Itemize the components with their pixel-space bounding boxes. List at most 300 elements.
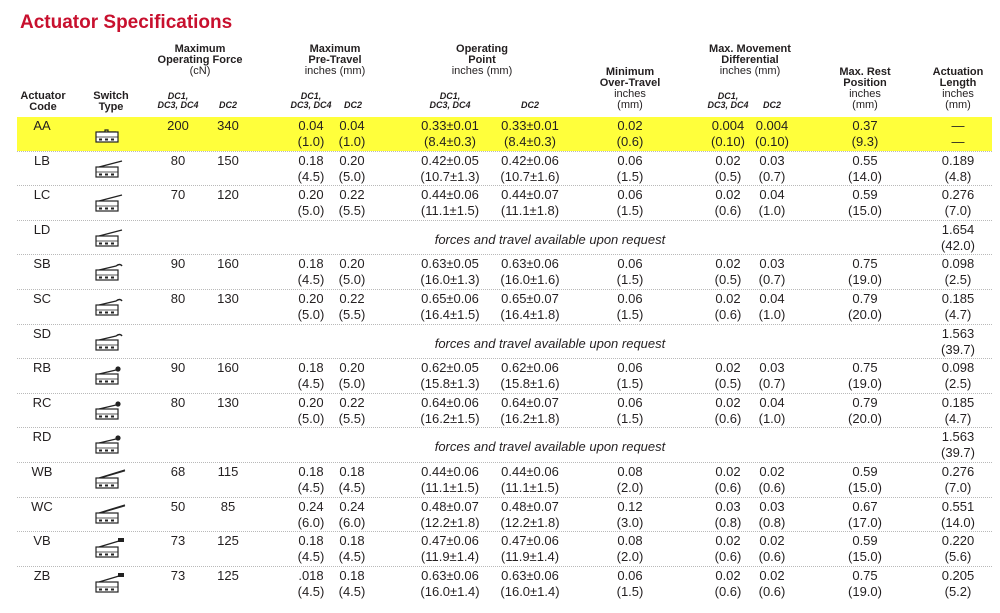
op-point-dc1-mm: (16.4±1.5) — [420, 307, 480, 322]
header-text: Actuator — [20, 90, 66, 102]
op-point-dc1 — [410, 395, 490, 427]
request-note: forces and travel available upon request — [434, 231, 666, 247]
op-point-dc2 — [490, 395, 570, 427]
pretravel-dc1 — [283, 499, 339, 531]
actuation-length-inches: 0.276 — [941, 187, 975, 203]
header-operating-point — [427, 44, 537, 77]
movement-dc2-mm: (0.6) — [758, 549, 786, 565]
actuation-length — [928, 464, 988, 496]
request-note: forces and travel available upon request — [434, 439, 666, 455]
actuation-length-inches: 0.098 — [941, 360, 975, 376]
overtravel — [600, 360, 660, 392]
force-dc1: 80 — [170, 394, 186, 410]
actuator-code: SB — [33, 256, 51, 272]
op-point-dc2-mm: (11.1±1.8) — [500, 203, 560, 219]
header-actuation-length — [920, 67, 996, 111]
header-text: Pre-Travel — [308, 54, 362, 66]
actuation-length-inches: 0.220 — [941, 533, 975, 549]
force-dc2: 125 — [217, 533, 239, 549]
overtravel — [600, 464, 660, 496]
row-divider — [17, 566, 992, 567]
subheader-dc1: DC1, DC3, DC4 — [157, 91, 199, 110]
op-point-dc2-mm: (11.9±1.4) — [500, 549, 560, 565]
actuation-length — [928, 429, 988, 461]
rest-position — [835, 533, 895, 565]
rest-position-mm: (17.0) — [848, 514, 882, 530]
header-text: Point — [468, 54, 496, 66]
row-divider — [17, 254, 992, 255]
movement-dc1-inches: 0.02 — [715, 291, 741, 306]
movement-dc1 — [700, 360, 756, 392]
plunger-switch-icon — [92, 123, 126, 145]
roller-switch-icon — [92, 365, 126, 387]
header-text: Differential — [721, 54, 779, 66]
header-overtravel — [580, 67, 680, 111]
movement-dc1-inches: 0.02 — [715, 567, 741, 583]
header-unit: inches — [942, 88, 974, 100]
op-point-dc1-inches: 0.48±0.07 — [421, 498, 479, 514]
op-point-dc1-inches: 0.47±0.06 — [421, 533, 479, 549]
row-divider — [17, 531, 992, 532]
pretravel-dc1 — [283, 256, 339, 288]
movement-dc2-inches: 0.04 — [759, 394, 785, 410]
op-point-dc1 — [410, 499, 490, 531]
pretravel-dc2-inches: 0.18 — [339, 533, 365, 549]
actuator-code: SD — [32, 325, 52, 341]
pretravel-dc2-mm: (4.5) — [338, 549, 366, 565]
op-point-dc2 — [490, 291, 570, 323]
op-point-dc1 — [410, 187, 490, 219]
force-dc1: 90 — [170, 360, 186, 376]
wire-lever-switch-icon — [92, 504, 126, 526]
op-point-dc2-mm: (8.4±0.3) — [504, 134, 556, 149]
rest-position-inches: 0.37 — [852, 118, 878, 133]
header-text: Max. Rest — [839, 66, 891, 78]
actuation-length — [928, 222, 988, 254]
pretravel-dc2-mm: (5.0) — [338, 272, 366, 288]
actuation-length-mm: (4.7) — [944, 307, 972, 322]
rest-position — [835, 499, 895, 531]
overtravel-mm: (2.0) — [616, 480, 644, 495]
movement-dc2-mm: (0.7) — [758, 272, 786, 288]
row-divider — [17, 462, 992, 463]
actuation-length-inches: — — [951, 118, 965, 133]
actuator-code: AA — [33, 118, 51, 133]
actuation-length — [928, 153, 988, 185]
op-point-dc2-inches: 0.64±0.07 — [501, 394, 559, 410]
header-unit: (mm) — [617, 99, 643, 111]
overtravel-inches: 0.06 — [617, 152, 643, 168]
op-point-dc2-inches: 0.44±0.06 — [501, 464, 559, 479]
force-dc2: 115 — [217, 464, 239, 479]
actuation-length-mm: (2.5) — [944, 376, 972, 392]
header-unit: inches (mm) — [304, 65, 366, 77]
force-dc1: 68 — [170, 464, 186, 479]
overtravel-inches: 0.06 — [617, 360, 643, 376]
movement-dc1 — [700, 291, 756, 323]
overtravel — [600, 187, 660, 219]
overtravel-mm: (1.5) — [616, 410, 644, 426]
pretravel-dc1-inches: 0.18 — [298, 360, 324, 376]
rest-position — [835, 153, 895, 185]
pretravel-dc1 — [283, 533, 339, 565]
force-dc2: 130 — [217, 394, 239, 410]
op-point-dc2-inches: 0.62±0.06 — [501, 360, 559, 376]
row-divider — [17, 151, 992, 152]
actuation-length-mm: (5.6) — [944, 549, 972, 565]
actuator-code: LB — [34, 152, 50, 168]
actuation-length-inches: 1.563 — [941, 325, 975, 341]
pretravel-dc1 — [283, 568, 339, 600]
pretravel-dc1-mm: (6.0) — [297, 514, 325, 530]
force-dc1: 90 — [170, 256, 186, 272]
actuation-length-inches: 1.563 — [941, 429, 975, 445]
subheader-dc2: DC2 — [520, 100, 539, 110]
movement-dc2-mm: (0.8) — [758, 514, 786, 530]
actuator-code: LC — [33, 187, 51, 203]
movement-dc2-inches: 0.02 — [759, 464, 785, 479]
roller-switch-icon — [92, 434, 126, 456]
movement-dc1 — [700, 464, 756, 496]
rest-position-inches: 0.59 — [852, 533, 878, 549]
movement-dc1-mm: (0.5) — [714, 272, 742, 288]
actuation-length-mm: (7.0) — [944, 480, 972, 495]
pretravel-dc2 — [336, 360, 368, 392]
movement-dc1-mm: (0.8) — [714, 514, 742, 530]
rest-position-inches: 0.55 — [852, 152, 878, 168]
force-dc2: 130 — [217, 291, 239, 306]
overtravel-mm: (1.5) — [616, 583, 644, 599]
movement-dc1-mm: (0.6) — [714, 583, 742, 599]
op-point-dc1 — [410, 360, 490, 392]
actuation-length-mm: (4.8) — [944, 168, 972, 184]
overtravel-inches: 0.06 — [617, 291, 643, 306]
movement-dc2 — [752, 464, 792, 496]
overtravel-inches: 0.06 — [617, 256, 643, 272]
op-point-dc2-mm: (16.4±1.8) — [500, 307, 560, 322]
force-dc2: 160 — [217, 256, 239, 272]
movement-dc2 — [752, 187, 792, 219]
pretravel-dc2-mm: (5.5) — [338, 410, 366, 426]
rest-position — [835, 360, 895, 392]
rest-position-mm: (9.3) — [851, 134, 879, 149]
movement-dc2 — [752, 118, 792, 150]
op-point-dc2-mm: (16.0±1.4) — [500, 583, 560, 599]
overtravel-inches: 0.12 — [617, 498, 643, 514]
pretravel-dc2-mm: (1.0) — [338, 134, 366, 149]
movement-dc1-mm: (0.6) — [714, 480, 742, 495]
row-divider — [17, 220, 992, 221]
pretravel-dc2-mm: (4.5) — [338, 480, 366, 495]
actuator-code: RD — [32, 429, 52, 445]
row-divider — [17, 427, 992, 428]
movement-dc2 — [752, 499, 792, 531]
op-point-dc2 — [490, 499, 570, 531]
header-unit: (cN) — [189, 65, 211, 77]
movement-dc2-inches: 0.03 — [759, 498, 785, 514]
rest-position-mm: (19.0) — [848, 583, 882, 599]
pretravel-dc2 — [336, 153, 368, 185]
op-point-dc2-inches: 0.63±0.06 — [501, 256, 559, 272]
pretravel-dc2-mm: (5.5) — [338, 307, 366, 322]
pretravel-dc1-inches: 0.24 — [298, 498, 324, 514]
pretravel-dc1-mm: (1.0) — [297, 134, 325, 149]
actuation-length-mm: (39.7) — [941, 445, 975, 461]
rest-position — [835, 395, 895, 427]
subheader-dc1: DC1, DC3, DC4 — [290, 91, 332, 110]
pretravel-dc1-inches: 0.18 — [298, 533, 324, 549]
movement-dc1-mm: (0.6) — [714, 203, 742, 219]
pretravel-dc1-inches: 0.04 — [298, 118, 324, 133]
op-point-dc1 — [410, 464, 490, 496]
actuation-length — [928, 533, 988, 565]
op-point-dc2 — [490, 187, 570, 219]
rest-position — [835, 291, 895, 323]
movement-dc2-inches: 0.04 — [759, 291, 785, 306]
pretravel-dc1 — [283, 395, 339, 427]
movement-dc1 — [700, 256, 756, 288]
movement-dc2-mm: (1.0) — [758, 410, 786, 426]
force-dc1: 70 — [170, 187, 186, 203]
movement-dc2-mm: (0.10) — [755, 134, 789, 149]
actuator-code: WB — [31, 464, 53, 479]
movement-dc1-mm: (0.10) — [711, 134, 745, 149]
movement-dc1-mm: (0.6) — [714, 410, 742, 426]
header-text: Code — [29, 101, 57, 113]
op-point-dc1-mm: (10.7±1.3) — [420, 168, 480, 184]
pretravel-dc2-inches: 0.22 — [339, 291, 365, 306]
movement-dc2 — [752, 395, 792, 427]
header-unit: (mm) — [945, 99, 971, 111]
movement-dc1-mm: (0.6) — [714, 307, 742, 322]
op-point-dc2 — [490, 533, 570, 565]
overtravel — [600, 291, 660, 323]
op-point-dc1-inches: 0.44±0.06 — [421, 187, 479, 203]
pretravel-dc2-inches: 0.04 — [339, 118, 365, 133]
subheader-dc2: DC2 — [218, 100, 237, 110]
op-point-dc1-inches: 0.64±0.06 — [421, 394, 479, 410]
pretravel-dc2 — [336, 464, 368, 496]
pretravel-dc1-inches: 0.20 — [298, 187, 324, 203]
rest-position-inches: 0.79 — [852, 394, 878, 410]
force-dc2: 340 — [217, 118, 239, 133]
op-point-dc2-mm: (16.2±1.8) — [500, 410, 560, 426]
overtravel — [600, 499, 660, 531]
op-point-dc2 — [490, 568, 570, 600]
roller-switch-icon — [92, 400, 126, 422]
actuation-length — [928, 291, 988, 323]
pretravel-dc2 — [336, 187, 368, 219]
pretravel-dc2 — [336, 256, 368, 288]
roller-lever-switch-icon — [92, 538, 126, 560]
pretravel-dc1 — [283, 360, 339, 392]
op-point-dc1-mm: (16.2±1.5) — [420, 410, 480, 426]
header-text: Type — [98, 101, 124, 113]
op-point-dc1-mm: (16.0±1.3) — [420, 272, 480, 288]
movement-dc1-inches: 0.02 — [715, 464, 741, 479]
op-point-dc1-mm: (8.4±0.3) — [424, 134, 476, 149]
pretravel-dc1-mm: (4.5) — [297, 583, 325, 599]
rest-position-mm: (15.0) — [848, 480, 882, 495]
pretravel-dc2 — [336, 118, 368, 150]
pretravel-dc1-mm: (4.5) — [297, 549, 325, 565]
header-text: Length — [939, 77, 977, 89]
actuation-length-inches: 0.189 — [941, 152, 975, 168]
header-text: Max. Movement — [709, 43, 791, 55]
pretravel-dc1-mm: (4.5) — [297, 272, 325, 288]
actuator-code: LD — [33, 221, 51, 237]
pretravel-dc2 — [336, 395, 368, 427]
header-pretravel — [280, 44, 390, 77]
pretravel-dc1 — [283, 464, 339, 496]
lever-switch-icon — [92, 158, 126, 180]
actuation-length-mm: — — [951, 134, 965, 149]
actuation-length — [928, 187, 988, 219]
header-unit: (mm) — [852, 99, 878, 111]
pretravel-dc2-inches: 0.22 — [339, 187, 365, 203]
movement-dc1-inches: 0.02 — [715, 394, 741, 410]
movement-dc1-inches: 0.02 — [715, 152, 741, 168]
actuation-length-mm: (39.7) — [941, 341, 975, 357]
row-divider — [17, 289, 992, 290]
rest-position-inches: 0.59 — [852, 187, 878, 203]
op-point-dc2-inches: 0.65±0.07 — [501, 291, 559, 306]
overtravel — [600, 118, 660, 150]
header-text: Maximum — [309, 43, 361, 55]
rest-position-mm: (19.0) — [848, 376, 882, 392]
pretravel-dc2-inches: 0.20 — [339, 152, 365, 168]
rest-position-inches: 0.67 — [852, 498, 878, 514]
header-text: Maximum — [174, 43, 226, 55]
pretravel-dc2-inches: 0.20 — [339, 256, 365, 272]
op-point-dc2 — [490, 464, 570, 496]
op-point-dc2-inches: 0.42±0.06 — [501, 152, 559, 168]
op-point-dc2-inches: 0.47±0.06 — [501, 533, 559, 549]
rest-position-mm: (14.0) — [848, 168, 882, 184]
pretravel-dc1-inches: 0.18 — [298, 152, 324, 168]
actuator-code: RC — [32, 394, 52, 410]
pretravel-dc2-mm: (4.5) — [338, 583, 366, 599]
actuation-length — [928, 118, 988, 150]
op-point-dc1-mm: (16.0±1.4) — [420, 583, 480, 599]
header-actuator-code — [18, 91, 68, 113]
actuator-code: RB — [32, 360, 52, 376]
op-point-dc1-inches: 0.33±0.01 — [421, 118, 479, 133]
pretravel-dc1-inches: 0.20 — [298, 394, 324, 410]
actuation-length-mm: (4.7) — [944, 410, 972, 426]
movement-dc2-inches: 0.004 — [755, 118, 789, 133]
movement-dc2-inches: 0.02 — [759, 567, 785, 583]
actuator-code: SC — [32, 291, 52, 306]
header-switch-type — [86, 91, 136, 113]
pretravel-dc1 — [283, 291, 339, 323]
movement-dc2 — [752, 153, 792, 185]
pretravel-dc2-mm: (5.0) — [338, 376, 366, 392]
op-point-dc2-inches: 0.48±0.07 — [501, 498, 559, 514]
movement-dc2-mm: (0.6) — [758, 480, 786, 495]
rest-position-inches: 0.75 — [852, 256, 878, 272]
movement-dc2-mm: (1.0) — [758, 203, 786, 219]
movement-dc1-mm: (0.5) — [714, 168, 742, 184]
op-point-dc1-inches: 0.63±0.05 — [421, 256, 479, 272]
header-unit: inches (mm) — [719, 65, 781, 77]
pretravel-dc1-inches: .018 — [298, 567, 324, 583]
movement-dc2-mm: (0.6) — [758, 583, 786, 599]
op-point-dc2-inches: 0.63±0.06 — [501, 567, 559, 583]
row-divider — [17, 358, 992, 359]
rest-position-inches: 0.79 — [852, 291, 878, 306]
overtravel — [600, 533, 660, 565]
actuator-code: ZB — [33, 567, 51, 583]
op-point-dc2-mm: (12.2±1.8) — [500, 514, 560, 530]
pretravel-dc1-inches: 0.18 — [298, 256, 324, 272]
actuator-code: WC — [31, 498, 53, 514]
overtravel — [600, 395, 660, 427]
pretravel-dc2 — [336, 568, 368, 600]
rest-position-mm: (19.0) — [848, 272, 882, 288]
force-dc2: 120 — [217, 187, 239, 203]
movement-dc1-inches: 0.004 — [711, 118, 745, 133]
row-divider — [17, 393, 992, 394]
movement-dc1-inches: 0.02 — [715, 187, 741, 203]
pretravel-dc1-mm: (5.0) — [297, 410, 325, 426]
rest-position — [835, 118, 895, 150]
rest-position — [835, 187, 895, 219]
pretravel-dc1 — [283, 187, 339, 219]
op-point-dc1 — [410, 568, 490, 600]
op-point-dc1 — [410, 291, 490, 323]
lever-switch-icon — [92, 227, 126, 249]
actuation-length — [928, 395, 988, 427]
movement-dc1 — [700, 499, 756, 531]
movement-dc2 — [752, 568, 792, 600]
actuation-length — [928, 568, 988, 600]
overtravel-mm: (2.0) — [616, 549, 644, 565]
pretravel-dc2-inches: 0.18 — [339, 464, 365, 479]
pretravel-dc1-mm: (4.5) — [297, 480, 325, 495]
header-movement-differential — [690, 44, 810, 77]
op-point-dc2 — [490, 256, 570, 288]
pretravel-dc1-mm: (4.5) — [297, 168, 325, 184]
row-divider — [17, 497, 992, 498]
movement-dc1 — [700, 118, 756, 150]
movement-dc1-inches: 0.02 — [715, 360, 741, 376]
pretravel-dc2-inches: 0.18 — [339, 567, 365, 583]
movement-dc1 — [700, 533, 756, 565]
request-note: forces and travel available upon request — [434, 335, 666, 351]
subheader-dc2: DC2 — [762, 100, 781, 110]
op-point-dc1-inches: 0.62±0.05 — [421, 360, 479, 376]
rest-position-mm: (20.0) — [848, 307, 882, 322]
header-text: Over-Travel — [599, 77, 661, 89]
overtravel-mm: (1.5) — [616, 203, 644, 219]
movement-dc1-mm: (0.5) — [714, 376, 742, 392]
op-point-dc1-inches: 0.63±0.06 — [421, 567, 479, 583]
actuation-length-inches: 0.185 — [941, 394, 975, 410]
force-dc2: 150 — [217, 152, 239, 168]
op-point-dc1 — [410, 153, 490, 185]
overtravel — [600, 256, 660, 288]
op-point-dc1 — [410, 118, 490, 150]
roller-lever-switch-icon — [92, 573, 126, 595]
movement-dc2-mm: (1.0) — [758, 307, 786, 322]
op-point-dc2 — [490, 153, 570, 185]
actuation-length — [928, 499, 988, 531]
op-point-dc2 — [490, 118, 570, 150]
pretravel-dc2 — [336, 291, 368, 323]
rest-position — [835, 464, 895, 496]
rest-position-inches: 0.59 — [852, 464, 878, 479]
